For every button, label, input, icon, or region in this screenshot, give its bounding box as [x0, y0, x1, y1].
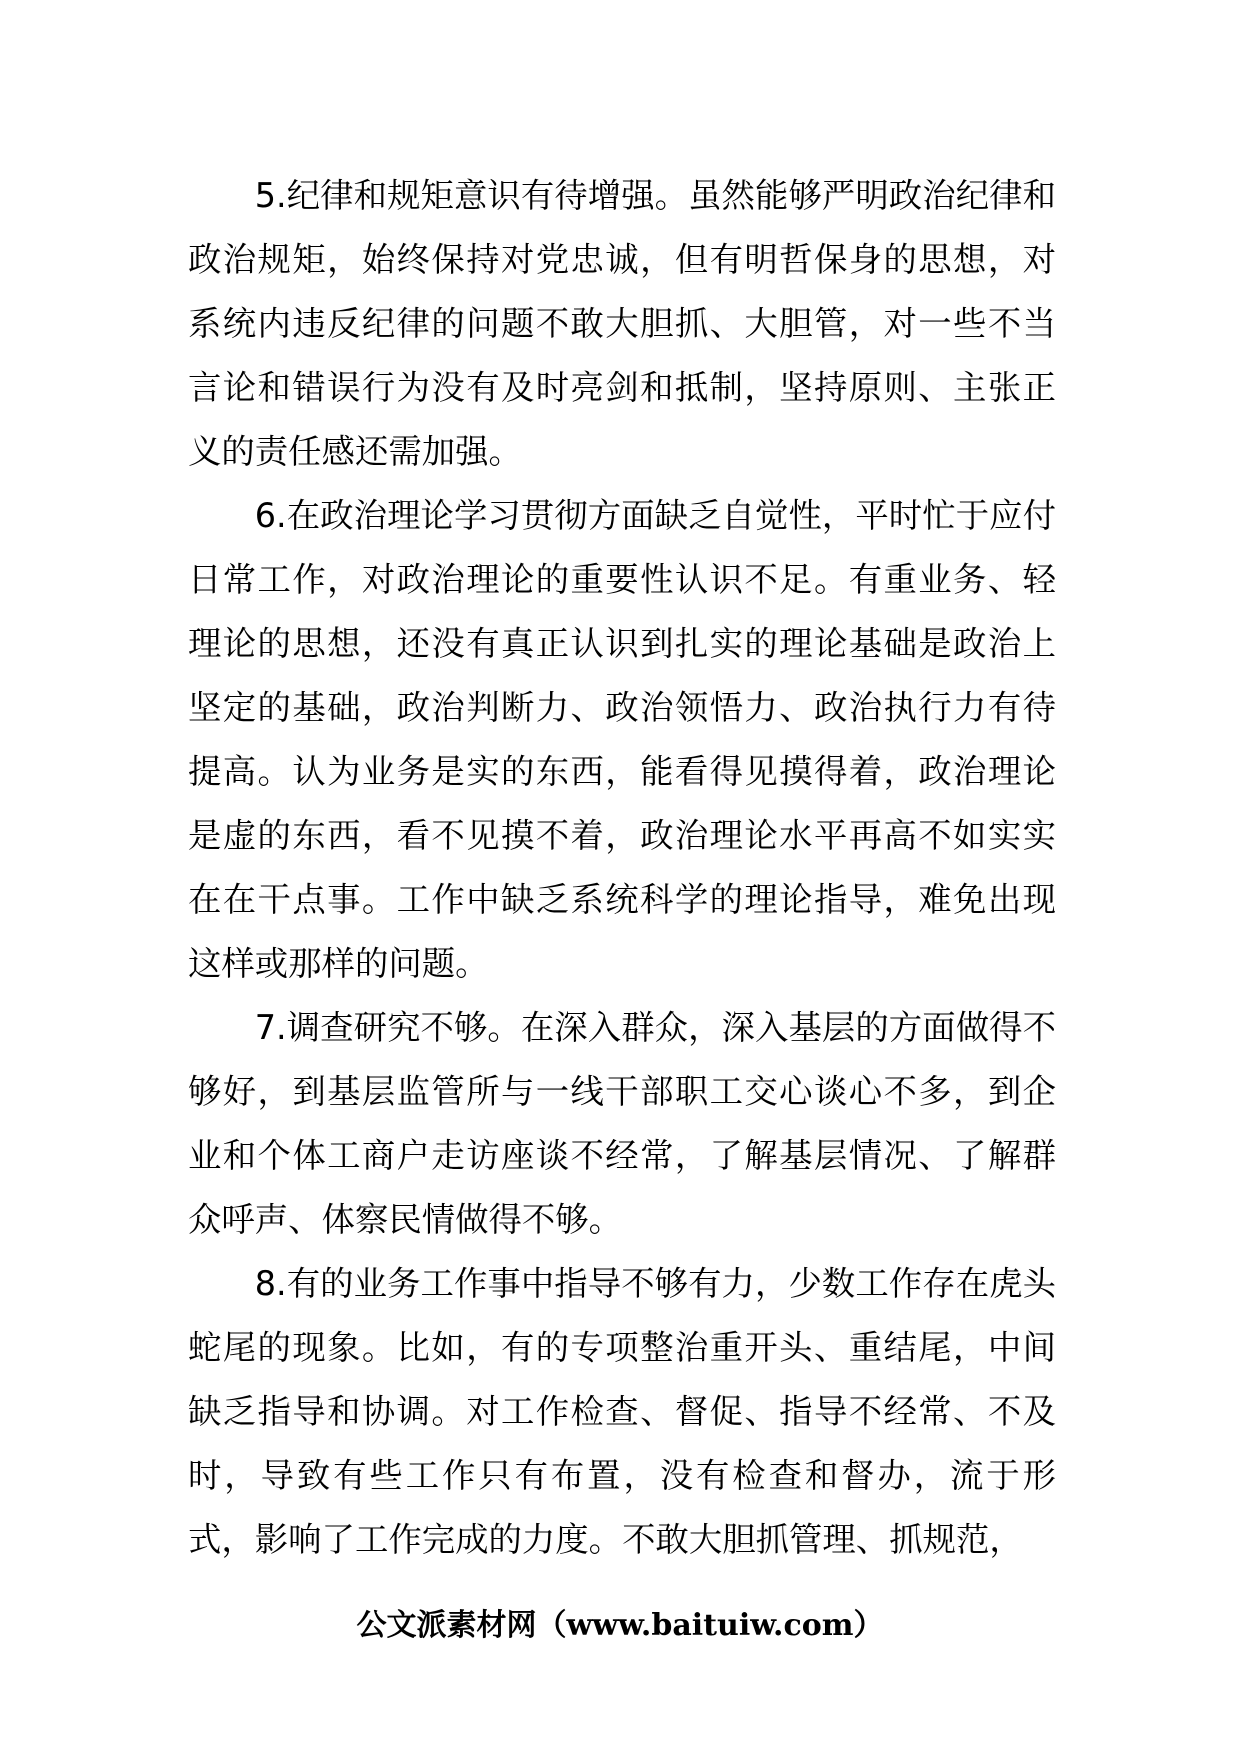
page-footer: 公文派素材网（www.baituiw.com） [356, 1608, 884, 1643]
paragraph-item-6: 6.在政治理论学习贯彻方面缺乏自觉性，平时忙于应付日常工作，对政治理论的重要性认识不足。有重业务、轻理论的思想，还没有真正认识到扎实的理论基础是政治上坚定的基础，政治判断力、政治领悟力、政治执行力有待提高。认为业务是实的东西，能看得见摸得着，政治理论是虚的东西，看不见摸不着，政治理论水平再高不如实实在在干点事。工作中缺乏系统科学的理论指导，难免出现这样或那样的问题。 [188, 496, 1056, 983]
paragraph-item-7: 7.调查研究不够。在深入群众，深入基层的方面做得不够好，到基层监管所与一线干部职工交心谈心不多，到企业和个体工商户走访座谈不经常，了解基层情况、了解群众呼声、体察民情做得不够。 [188, 1008, 1056, 1239]
paragraph-item-5: 5.纪律和规矩意识有待增强。虽然能够严明政治纪律和政治规矩，始终保持对党忠诚，但有明哲保身的思想，对系统内违反纪律的问题不敢大胆抓、大胆管，对一些不当言论和错误行为没有及时亮剑和抵制，坚持原则、主张正义的责任感还需加强。 [188, 176, 1056, 471]
paragraph-item-8: 8.有的业务工作事中指导不够有力，少数工作存在虎头蛇尾的现象。比如，有的专项整治重开头、重结尾，中间缺乏指导和协调。对工作检查、督促、指导不经常、不及时，导致有些工作只有布置，没有检查和督办，流于形式，影响了工作完成的力度。不敢大胆抓管理、抓规范， [188, 1264, 1056, 1559]
document-body [188, 164, 1056, 1572]
